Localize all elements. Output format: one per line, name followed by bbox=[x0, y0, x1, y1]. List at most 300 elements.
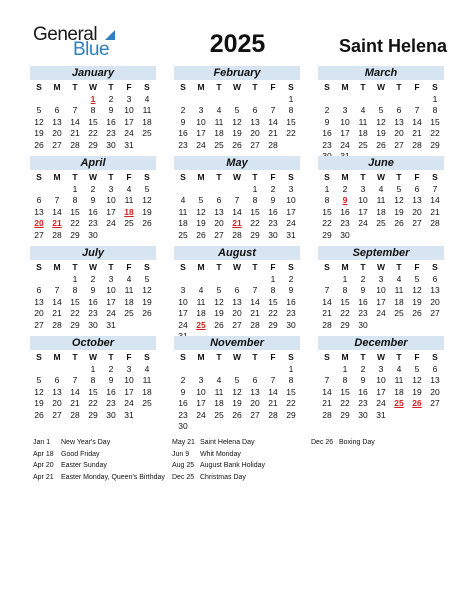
day-cell: 3 bbox=[126, 93, 132, 104]
day-cell: 2 bbox=[90, 183, 96, 194]
day-cell: 28 bbox=[70, 139, 80, 150]
day-cell: 21 bbox=[250, 308, 260, 318]
holiday-day-cell: 9 bbox=[342, 195, 348, 205]
day-cell: 29 bbox=[322, 229, 332, 240]
day-cell: 30 bbox=[268, 229, 278, 240]
day-cell: 5 bbox=[144, 273, 150, 284]
day-cell: 12 bbox=[142, 195, 152, 205]
holiday-day-cell: 21 bbox=[52, 218, 62, 228]
empty-day-cell bbox=[30, 184, 48, 196]
day-cell: 5 bbox=[378, 105, 384, 115]
day-cell: 3 bbox=[378, 273, 384, 284]
day-grid bbox=[174, 364, 300, 433]
weekday-label: T bbox=[216, 82, 222, 92]
weekday-label: S bbox=[432, 352, 438, 362]
day-cell: 12 bbox=[394, 195, 404, 205]
holiday-day-cell: 1 bbox=[90, 93, 96, 104]
day-grid bbox=[30, 184, 156, 242]
weekday-header-row bbox=[30, 262, 156, 274]
day-cell: 2 bbox=[108, 363, 114, 374]
day-cell: 7 bbox=[54, 285, 60, 295]
day-cell: 16 bbox=[106, 386, 116, 397]
empty-day-cell bbox=[66, 364, 84, 376]
day-cell: 5 bbox=[414, 363, 420, 374]
day-cell: 19 bbox=[142, 296, 152, 307]
day-cell: 27 bbox=[34, 229, 44, 240]
day-cell: 8 bbox=[90, 375, 96, 385]
empty-day-cell bbox=[318, 274, 336, 286]
day-cell: 17 bbox=[106, 296, 116, 307]
weekday-label: W bbox=[376, 82, 386, 92]
day-cell: 12 bbox=[232, 116, 242, 127]
day-cell: 12 bbox=[232, 386, 242, 397]
weekday-label: S bbox=[36, 262, 42, 272]
day-cell: 4 bbox=[378, 183, 384, 194]
day-cell: 2 bbox=[180, 105, 186, 115]
day-cell: 8 bbox=[72, 285, 78, 295]
month-february bbox=[174, 66, 300, 151]
day-cell: 14 bbox=[70, 386, 80, 397]
day-cell: 23 bbox=[106, 398, 116, 408]
day-cell: 22 bbox=[340, 398, 350, 408]
holiday-entry bbox=[33, 472, 165, 484]
holiday-entry bbox=[172, 437, 265, 449]
month-may bbox=[174, 156, 300, 241]
day-cell: 7 bbox=[324, 285, 330, 295]
weekday-label: S bbox=[144, 172, 150, 182]
day-cell: 2 bbox=[90, 273, 96, 284]
day-cell: 14 bbox=[322, 296, 332, 307]
day-cell: 8 bbox=[342, 375, 348, 385]
holiday-entry bbox=[33, 449, 165, 461]
day-cell: 26 bbox=[232, 409, 242, 420]
day-cell: 10 bbox=[376, 285, 386, 295]
weekday-label: T bbox=[360, 352, 366, 362]
day-cell: 11 bbox=[214, 116, 224, 127]
day-cell: 4 bbox=[144, 363, 150, 374]
day-cell: 22 bbox=[340, 308, 350, 318]
month-november bbox=[174, 336, 300, 433]
weekday-label: T bbox=[108, 352, 114, 362]
weekday-label: T bbox=[108, 262, 114, 272]
day-cell: 15 bbox=[286, 386, 296, 397]
day-cell: 27 bbox=[214, 229, 224, 240]
day-cell: 18 bbox=[214, 398, 224, 408]
empty-day-cell bbox=[372, 94, 390, 106]
day-cell: 23 bbox=[178, 139, 188, 150]
day-cell: 19 bbox=[232, 398, 242, 408]
holiday-day-cell: 18 bbox=[124, 206, 134, 217]
day-cell: 13 bbox=[394, 116, 404, 127]
day-cell: 19 bbox=[376, 128, 386, 138]
day-cell: 10 bbox=[340, 116, 350, 127]
day-cell: 19 bbox=[34, 398, 44, 408]
day-cell: 9 bbox=[360, 375, 366, 385]
day-cell: 2 bbox=[360, 273, 366, 284]
day-cell: 21 bbox=[412, 128, 422, 138]
weekday-label: T bbox=[72, 172, 78, 182]
day-cell: 17 bbox=[376, 386, 386, 397]
month-august bbox=[174, 246, 300, 343]
day-cell: 24 bbox=[340, 139, 350, 150]
month-april bbox=[30, 156, 156, 241]
day-cell: 30 bbox=[106, 139, 116, 150]
day-cell: 12 bbox=[196, 206, 206, 217]
empty-day-cell bbox=[210, 94, 228, 106]
weekday-label: W bbox=[376, 172, 386, 182]
day-cell: 15 bbox=[340, 296, 350, 307]
day-cell: 16 bbox=[286, 296, 296, 307]
day-cell: 18 bbox=[214, 128, 224, 138]
weekday-label: S bbox=[288, 172, 294, 182]
day-cell: 23 bbox=[286, 308, 296, 318]
empty-day-cell bbox=[228, 364, 246, 376]
weekday-label: F bbox=[414, 172, 420, 182]
day-cell: 23 bbox=[178, 409, 188, 420]
day-cell: 2 bbox=[180, 375, 186, 385]
day-cell: 13 bbox=[34, 296, 44, 307]
weekday-label: F bbox=[126, 82, 132, 92]
month-name: October bbox=[30, 336, 156, 350]
day-cell: 22 bbox=[286, 398, 296, 408]
weekday-label: S bbox=[144, 352, 150, 362]
day-cell: 18 bbox=[196, 308, 206, 318]
day-cell: 18 bbox=[142, 116, 152, 127]
day-cell: 22 bbox=[322, 218, 332, 228]
day-cell: 16 bbox=[106, 116, 116, 127]
day-cell: 20 bbox=[214, 218, 224, 228]
day-cell: 30 bbox=[88, 229, 98, 240]
day-cell: 10 bbox=[376, 375, 386, 385]
day-cell: 20 bbox=[394, 128, 404, 138]
weekday-label: T bbox=[72, 82, 78, 92]
day-cell: 17 bbox=[376, 296, 386, 307]
day-cell: 27 bbox=[430, 308, 440, 318]
weekday-label: M bbox=[341, 352, 349, 362]
empty-day-cell bbox=[174, 184, 192, 196]
month-june bbox=[318, 156, 444, 241]
day-cell: 13 bbox=[52, 116, 62, 127]
day-cell: 27 bbox=[232, 319, 242, 330]
day-cell: 9 bbox=[360, 285, 366, 295]
day-cell: 20 bbox=[412, 206, 422, 217]
day-cell: 8 bbox=[324, 195, 330, 205]
weekday-label: M bbox=[341, 262, 349, 272]
day-cell: 30 bbox=[106, 409, 116, 420]
day-grid bbox=[318, 274, 444, 332]
day-cell: 19 bbox=[196, 218, 206, 228]
day-cell: 24 bbox=[376, 398, 386, 408]
day-cell: 25 bbox=[358, 139, 368, 150]
holiday-column bbox=[33, 437, 165, 483]
day-cell: 3 bbox=[198, 375, 204, 385]
month-december bbox=[318, 336, 444, 421]
day-cell: 1 bbox=[90, 363, 96, 374]
empty-day-cell bbox=[48, 364, 66, 376]
day-cell: 20 bbox=[232, 308, 242, 318]
day-cell: 1 bbox=[432, 93, 438, 104]
empty-day-cell bbox=[318, 364, 336, 376]
day-cell: 14 bbox=[268, 116, 278, 127]
holiday-date: Jan 1 bbox=[33, 439, 51, 446]
weekday-header-row bbox=[318, 172, 444, 184]
weekday-label: W bbox=[88, 352, 98, 362]
weekday-header-row bbox=[30, 352, 156, 364]
day-cell: 19 bbox=[412, 386, 422, 397]
day-cell: 18 bbox=[358, 128, 368, 138]
day-cell: 3 bbox=[198, 105, 204, 115]
weekday-label: S bbox=[324, 172, 330, 182]
day-cell: 14 bbox=[52, 206, 62, 217]
logo-triangle-icon bbox=[105, 30, 115, 40]
day-cell: 17 bbox=[178, 308, 188, 318]
weekday-label: M bbox=[197, 172, 205, 182]
weekday-label: S bbox=[180, 262, 186, 272]
day-cell: 7 bbox=[252, 285, 258, 295]
day-cell: 16 bbox=[178, 398, 188, 408]
day-cell: 2 bbox=[288, 273, 294, 284]
day-cell: 3 bbox=[126, 363, 132, 374]
day-cell: 31 bbox=[376, 409, 386, 420]
day-cell: 6 bbox=[36, 195, 42, 205]
day-cell: 23 bbox=[358, 398, 368, 408]
month-name: March bbox=[318, 66, 444, 80]
day-cell: 23 bbox=[88, 218, 98, 228]
weekday-label: W bbox=[376, 262, 386, 272]
day-cell: 28 bbox=[430, 218, 440, 228]
empty-day-cell bbox=[174, 94, 192, 106]
weekday-header-row bbox=[174, 352, 300, 364]
day-cell: 9 bbox=[90, 195, 96, 205]
weekday-label: F bbox=[126, 262, 132, 272]
day-cell: 27 bbox=[34, 319, 44, 330]
day-cell: 7 bbox=[72, 105, 78, 115]
weekday-label: T bbox=[360, 172, 366, 182]
day-cell: 8 bbox=[252, 195, 258, 205]
day-cell: 30 bbox=[178, 421, 188, 431]
day-cell: 17 bbox=[340, 128, 350, 138]
day-cell: 17 bbox=[358, 206, 368, 217]
weekday-label: S bbox=[36, 172, 42, 182]
day-cell: 23 bbox=[340, 218, 350, 228]
weekday-label: S bbox=[324, 352, 330, 362]
weekday-label: T bbox=[216, 262, 222, 272]
day-cell: 24 bbox=[124, 398, 134, 408]
weekday-label: T bbox=[252, 262, 258, 272]
day-cell: 15 bbox=[88, 386, 98, 397]
weekday-label: M bbox=[341, 172, 349, 182]
empty-day-cell bbox=[210, 274, 228, 286]
empty-day-cell bbox=[48, 184, 66, 196]
day-cell: 12 bbox=[34, 116, 44, 127]
day-cell: 27 bbox=[250, 139, 260, 150]
weekday-header-row bbox=[30, 172, 156, 184]
weekday-label: F bbox=[414, 82, 420, 92]
day-cell: 5 bbox=[234, 105, 240, 115]
day-cell: 20 bbox=[250, 398, 260, 408]
weekday-label: T bbox=[396, 172, 402, 182]
day-cell: 15 bbox=[430, 116, 440, 127]
weekday-label: W bbox=[376, 352, 386, 362]
day-cell: 27 bbox=[412, 218, 422, 228]
weekday-label: F bbox=[414, 262, 420, 272]
weekday-header-row bbox=[30, 82, 156, 94]
day-cell: 14 bbox=[430, 195, 440, 205]
month-september bbox=[318, 246, 444, 331]
day-cell: 26 bbox=[376, 139, 386, 150]
weekday-label: T bbox=[396, 82, 402, 92]
day-cell: 17 bbox=[196, 398, 206, 408]
day-cell: 18 bbox=[394, 296, 404, 307]
day-cell: 28 bbox=[70, 409, 80, 420]
day-cell: 14 bbox=[412, 116, 422, 127]
day-cell: 20 bbox=[430, 296, 440, 307]
day-cell: 2 bbox=[324, 105, 330, 115]
day-cell: 22 bbox=[430, 128, 440, 138]
day-cell: 9 bbox=[180, 386, 186, 397]
day-grid bbox=[318, 94, 444, 163]
day-cell: 1 bbox=[252, 183, 258, 194]
day-cell: 28 bbox=[268, 409, 278, 420]
empty-day-cell bbox=[228, 184, 246, 196]
day-cell: 21 bbox=[268, 398, 278, 408]
day-cell: 18 bbox=[124, 296, 134, 307]
day-cell: 5 bbox=[36, 375, 42, 385]
day-cell: 18 bbox=[376, 206, 386, 217]
day-cell: 3 bbox=[378, 363, 384, 374]
day-cell: 21 bbox=[322, 398, 332, 408]
day-cell: 1 bbox=[324, 183, 330, 194]
day-cell: 29 bbox=[340, 319, 350, 330]
day-cell: 10 bbox=[196, 386, 206, 397]
holiday-entry bbox=[172, 472, 265, 484]
weekday-label: T bbox=[396, 352, 402, 362]
weekday-label: F bbox=[270, 352, 276, 362]
holiday-entry bbox=[311, 437, 375, 449]
day-cell: 10 bbox=[178, 296, 188, 307]
day-cell: 6 bbox=[216, 195, 222, 205]
day-cell: 24 bbox=[106, 308, 116, 318]
logo-text-blue: Blue bbox=[73, 39, 110, 60]
day-cell: 23 bbox=[322, 139, 332, 150]
day-cell: 6 bbox=[252, 375, 258, 385]
day-cell: 9 bbox=[324, 116, 330, 127]
day-cell: 5 bbox=[144, 183, 150, 194]
day-cell: 25 bbox=[124, 218, 134, 228]
day-cell: 16 bbox=[88, 296, 98, 307]
holiday-date: Apr 18 bbox=[33, 450, 54, 458]
holiday-name: Good Friday bbox=[61, 450, 100, 458]
weekday-label: M bbox=[53, 82, 61, 92]
day-cell: 23 bbox=[268, 218, 278, 228]
holiday-name: Boxing Day bbox=[339, 439, 375, 446]
month-name: September bbox=[318, 246, 444, 260]
day-cell: 30 bbox=[88, 319, 98, 330]
day-cell: 31 bbox=[106, 319, 116, 330]
day-cell: 1 bbox=[72, 273, 78, 284]
day-cell: 11 bbox=[178, 206, 188, 217]
day-cell: 20 bbox=[52, 398, 62, 408]
empty-day-cell bbox=[30, 274, 48, 286]
day-cell: 4 bbox=[198, 285, 204, 295]
day-cell: 21 bbox=[268, 128, 278, 138]
day-cell: 5 bbox=[216, 285, 222, 295]
empty-day-cell bbox=[246, 364, 264, 376]
day-cell: 19 bbox=[232, 128, 242, 138]
day-cell: 14 bbox=[232, 206, 242, 217]
day-cell: 13 bbox=[250, 386, 260, 397]
day-cell: 15 bbox=[340, 386, 350, 397]
day-cell: 21 bbox=[52, 308, 62, 318]
day-cell: 6 bbox=[54, 375, 60, 385]
weekday-label: S bbox=[180, 82, 186, 92]
weekday-label: F bbox=[270, 82, 276, 92]
holiday-name: Saint Helena Day bbox=[200, 439, 255, 446]
empty-day-cell bbox=[48, 94, 66, 106]
month-march bbox=[318, 66, 444, 163]
day-cell: 13 bbox=[430, 375, 440, 385]
day-cell: 29 bbox=[70, 319, 80, 330]
month-name: April bbox=[30, 156, 156, 170]
day-cell: 24 bbox=[106, 218, 116, 228]
day-cell: 1 bbox=[288, 93, 294, 104]
day-cell: 30 bbox=[358, 409, 368, 420]
day-cell: 7 bbox=[234, 195, 240, 205]
day-cell: 28 bbox=[268, 139, 278, 150]
weekday-label: T bbox=[252, 352, 258, 362]
day-cell: 25 bbox=[376, 218, 386, 228]
day-cell: 16 bbox=[358, 386, 368, 397]
month-name: May bbox=[174, 156, 300, 170]
day-cell: 31 bbox=[286, 229, 296, 240]
weekday-label: W bbox=[88, 82, 98, 92]
day-cell: 22 bbox=[88, 128, 98, 138]
day-cell: 4 bbox=[216, 375, 222, 385]
day-cell: 26 bbox=[232, 139, 242, 150]
day-cell: 14 bbox=[322, 386, 332, 397]
day-cell: 26 bbox=[34, 139, 44, 150]
month-name: November bbox=[174, 336, 300, 350]
day-cell: 25 bbox=[394, 308, 404, 318]
empty-day-cell bbox=[30, 94, 48, 106]
empty-day-cell bbox=[192, 94, 210, 106]
day-grid bbox=[30, 364, 156, 422]
day-cell: 12 bbox=[214, 296, 224, 307]
weekday-label: M bbox=[197, 262, 205, 272]
day-cell: 23 bbox=[88, 308, 98, 318]
day-cell: 4 bbox=[126, 183, 132, 194]
day-cell: 18 bbox=[394, 386, 404, 397]
day-cell: 25 bbox=[142, 128, 152, 138]
day-cell: 10 bbox=[124, 105, 134, 115]
day-cell: 6 bbox=[252, 105, 258, 115]
day-grid bbox=[174, 274, 300, 343]
holiday-entry bbox=[33, 460, 165, 472]
empty-day-cell bbox=[354, 94, 372, 106]
weekday-label: W bbox=[232, 172, 242, 182]
day-cell: 4 bbox=[396, 363, 402, 374]
month-january bbox=[30, 66, 156, 151]
day-cell: 26 bbox=[142, 218, 152, 228]
month-name: June bbox=[318, 156, 444, 170]
weekday-label: W bbox=[88, 262, 98, 272]
month-name: August bbox=[174, 246, 300, 260]
weekday-label: T bbox=[72, 352, 78, 362]
day-cell: 30 bbox=[340, 229, 350, 240]
holiday-date: Aug 25 bbox=[172, 462, 195, 469]
day-cell: 17 bbox=[106, 206, 116, 217]
day-cell: 17 bbox=[124, 386, 134, 397]
